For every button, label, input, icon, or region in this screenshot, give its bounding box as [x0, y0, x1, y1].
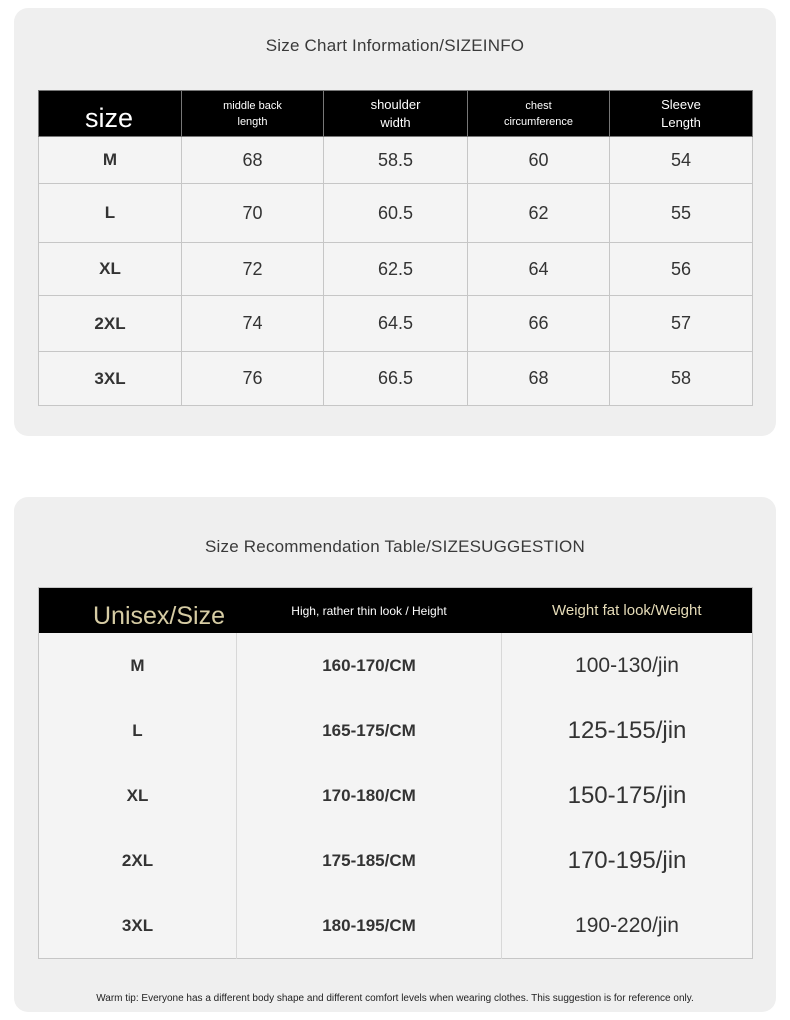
header-unisex-size: Unisex/Size: [39, 588, 237, 634]
header-weight: Weight fat look/Weight: [502, 588, 753, 634]
cell-chest: 62: [468, 184, 610, 243]
cell-back-length: 72: [182, 243, 324, 296]
cell-chest: 68: [468, 352, 610, 406]
cell-weight: 170-195/jin: [502, 828, 753, 893]
cell-shoulder-width: 64.5: [324, 296, 468, 352]
cell-size: XL: [39, 243, 182, 296]
cell-height: 180-195/CM: [237, 893, 502, 959]
table-row: [39, 633, 753, 698]
header-size: size: [39, 91, 182, 137]
cell-back-length: 70: [182, 184, 324, 243]
cell-chest: 60: [468, 137, 610, 184]
cell-size: 3XL: [39, 893, 237, 959]
cell-shoulder-width: 66.5: [324, 352, 468, 406]
header-height: High, rather thin look / Height: [237, 588, 502, 634]
recommendation-header-row: [39, 588, 753, 634]
table-row: [39, 243, 753, 296]
recommendation-table: [38, 587, 753, 959]
cell-weight: 190-220/jin: [502, 893, 753, 959]
cell-size: 2XL: [39, 296, 182, 352]
header-chest-circumference: [468, 91, 610, 137]
size-chart-card: [14, 8, 776, 436]
cell-back-length: 74: [182, 296, 324, 352]
size-chart-header-row: [39, 91, 753, 137]
cell-size: M: [39, 137, 182, 184]
recommendation-title: Size Recommendation Table/SIZESUGGESTION: [205, 537, 585, 556]
size-chart-table: [38, 90, 753, 406]
table-row: [39, 184, 753, 243]
cell-shoulder-width: 60.5: [324, 184, 468, 243]
size-recommendation-card: [14, 497, 776, 1012]
cell-chest: 64: [468, 243, 610, 296]
table-row: [39, 137, 753, 184]
header-chest-line2: circumference: [503, 115, 574, 128]
cell-size: L: [39, 184, 182, 243]
cell-weight: 100-130/jin: [502, 633, 753, 698]
cell-shoulder-width: 58.5: [324, 137, 468, 184]
cell-sleeve: 57: [610, 296, 753, 352]
table-row: [39, 296, 753, 352]
header-shoulder-line2: width: [380, 114, 411, 130]
warm-tip-note: Warm tip: Everyone has a different body shape and different comfort levels when wearing clothes. This suggestion is for reference only.: [96, 993, 694, 1004]
header-sleeve-length: [610, 91, 753, 137]
table-row: [39, 763, 753, 828]
cell-sleeve: 58: [610, 352, 753, 406]
header-sleeve-line2: Length: [661, 114, 701, 130]
cell-back-length: 68: [182, 137, 324, 184]
table-row: [39, 828, 753, 893]
cell-chest: 66: [468, 296, 610, 352]
cell-weight: 125-155/jin: [502, 698, 753, 763]
header-back-length: [182, 91, 324, 137]
cell-height: 165-175/CM: [237, 698, 502, 763]
cell-back-length: 76: [182, 352, 324, 406]
cell-sleeve: 55: [610, 184, 753, 243]
table-row: [39, 352, 753, 406]
cell-sleeve: 54: [610, 137, 753, 184]
table-row: [39, 698, 753, 763]
cell-height: 160-170/CM: [237, 633, 502, 698]
cell-size: M: [39, 633, 237, 698]
cell-weight: 150-175/jin: [502, 763, 753, 828]
cell-sleeve: 56: [610, 243, 753, 296]
header-back-line1: middle back: [223, 99, 282, 112]
table-row: [39, 893, 753, 959]
cell-size: XL: [39, 763, 237, 828]
cell-size: L: [39, 698, 237, 763]
size-chart-title: Size Chart Information/SIZEINFO: [265, 36, 525, 55]
header-sleeve-line1: Sleeve: [661, 96, 701, 112]
cell-height: 170-180/CM: [237, 763, 502, 828]
header-chest-line1: chest: [525, 99, 552, 112]
cell-height: 175-185/CM: [237, 828, 502, 893]
header-shoulder-width: [324, 91, 468, 137]
cell-size: 2XL: [39, 828, 237, 893]
cell-size: 3XL: [39, 352, 182, 406]
header-shoulder-line1: shoulder: [370, 96, 421, 112]
cell-shoulder-width: 62.5: [324, 243, 468, 296]
header-back-line2: length: [237, 115, 268, 128]
